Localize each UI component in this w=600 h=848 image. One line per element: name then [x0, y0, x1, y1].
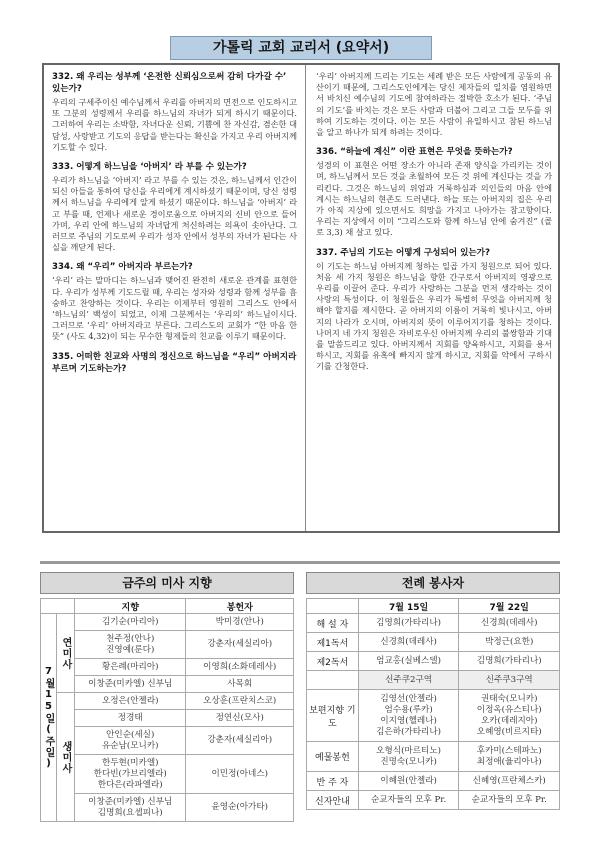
section-divider — [40, 561, 560, 564]
role-cell — [307, 671, 359, 690]
cell-text: 김명희(요셉피나) — [97, 807, 163, 818]
cell-text: 이영희(소화데레사) — [203, 661, 277, 672]
offerer-cell — [186, 710, 294, 727]
cell-text: 정연신(모사) — [215, 712, 264, 723]
cell-text: 한두현(미카엘) — [101, 757, 159, 768]
answer-335: ‘우리’ 아버지께 드리는 기도는 세례 받은 모든 사람에게 공동의 유산이기 때문에, 그리스도인에게는 당신 제자들의 일치를 염원하면서 바치신 예수님의 기도에 참여하라는 절박한 호소가 된다. ‘주님의 기도’를 바치는 것은 모든 사람과 더불어 그리고 그들 모두를 위하여 기도하는 것이다. 이는 모든 사람이 유일하시고 참된 하느님을 알고 하나가 되게 하려는 것이다. — [316, 71, 552, 138]
role-cell: 신자안내 — [307, 791, 359, 810]
mass-intention-banner: 금주의 미사 지향 — [40, 572, 294, 594]
mass-group-label-cell — [56, 693, 74, 822]
role-cell: 제2독서 — [307, 652, 359, 671]
cell-text: 엄교홍(실베스델) — [376, 655, 441, 666]
catechism-summary-box — [42, 63, 560, 533]
answer-336: 성경의 이 표현은 어떤 장소가 아니라 존재 양식을 가리키는 것이며, 하느님께서 모든 것을 초월하여 모든 것 위에 계신다는 것을 가리킨다. 그것은 하느님의 위엄과 거룩하심과 의인들의 마음 안에 계시는 하느님의 현존도 드러낸다. 하늘 또는 아버지의 집은 우리가 아직 지상에 있으면서도 희망을 가지고 나아가는 참고향이다. 우리는 지상에서 이미 “그리스도와 함께 하느님 안에 숨겨진” (콜로 3,3) 채 살고 있다. — [316, 160, 552, 238]
cell-text: 정경태 — [117, 712, 143, 723]
cell-text: 윤영순(아가타) — [211, 802, 268, 812]
table-row — [41, 710, 294, 727]
table-row — [307, 671, 560, 690]
table-row — [41, 693, 294, 710]
intention-cell — [74, 614, 186, 631]
table-row — [307, 690, 560, 742]
date2-cell — [459, 791, 560, 810]
date1-cell — [358, 772, 459, 791]
answer-333: 우리가 하느님을 ‘아버지’ 라고 부를 수 있는 것은, 하느님께서 인간이 되신 아들을 통하여 당신을 우리에게 계시하셨기 때문이며, 당신 성령께서 하느님을 우리에게 알게 하셨기 때문이다. 하느님을 ‘아버지’ 라고 부를 때, 언제나 새로운 경이로움으로 아버지의 신비 안으로 들어가며, 우리 안에 하느님의 자녀답게 처신하려는 의욕이 솟아난다. 그러므로 주님의 기도로써 우리가 성자 안에서 성부의 자녀가 된다는 사실을 깨닫게 된다. — [52, 175, 297, 253]
page-title: 가톨릭 교회 교리서 (요약서) — [170, 36, 432, 60]
catechism-left-column — [44, 65, 306, 531]
role-cell: 제1독서 — [307, 633, 359, 652]
role-cell: 예물봉헌 — [307, 742, 359, 772]
cell-text: 강춘자(세실리아) — [207, 639, 273, 649]
cell-text: 김명희(가타리나) — [476, 655, 542, 666]
date2-cell — [459, 742, 560, 772]
date2-cell — [459, 690, 560, 742]
cell-text: 오혜영(비르지타) — [476, 726, 542, 737]
cell-text: 엄수용(루카) — [384, 704, 433, 715]
cell-text: 강춘자(세실리아) — [207, 735, 273, 745]
intention-cell — [74, 631, 186, 659]
intention-cell — [74, 693, 186, 710]
question-335: 335. 어떠한 친교와 사명의 정신으로 하느님을 “우리” 아버지라 부르며 기도하는가? — [52, 351, 297, 374]
answer-332: 우리의 구세주이신 예수님께서 우리를 아버지의 면전으로 인도하시고 또 그분의 성령께서 우리를 하느님의 자녀가 되게 하시기 때문이다. 그러하여 우리는 소박함, 자녀다운 신뢰, 기쁨에 찬 자신감, 겸손한 대담성, 사랑받고 기도의 응답을 받는다는 확신을 가지고 우리 아버지께 기도할 수 있다. — [52, 97, 297, 152]
date2-cell — [459, 614, 560, 633]
role-cell: 해 설 자 — [307, 614, 359, 633]
mass-group-label: 생미사 — [59, 740, 71, 774]
table-row — [307, 772, 560, 791]
offerer-cell — [186, 693, 294, 710]
cell-text: 이정옥(유스티나) — [476, 704, 542, 715]
cell-text: 유순남(모니카) — [101, 740, 159, 751]
table-row — [41, 631, 294, 659]
answer-334: ‘우리’ 라는 말마디는 하느님과 맺어진 완전히 새로운 관계를 표현한다. 우리가 성부께 기도드릴 때, 우리는 성자와 성령과 함께 성부를 흠숭하고 찬양하는 것이다. 우리는 이제부터 영원히 그리스도 안에서 ‘하느님의’ 백성이 되었고, 이제 그분께서는 ‘우리의’ 하느님이시다. 그러므로 ‘우리’ 아버지라고 부른다. 그리스도의 교회가 “한 마음 한 뜻” (사도 4,32)이 되는 무수한 형제들의 친교를 이루기 때문이다. — [52, 275, 297, 342]
cell-text: 한다빈(가브리엘라) — [93, 768, 167, 779]
table-row — [307, 652, 560, 671]
mass-group-label: 연미사 — [59, 636, 71, 670]
question-333: 333. 어떻게 하느님을 ‘아버지’ 라 부를 수 있는가? — [52, 162, 247, 173]
offerer-header: 봉헌자 — [186, 599, 294, 614]
date1-cell — [358, 614, 459, 633]
intention-cell — [74, 727, 186, 755]
question-332: 332. 왜 우리는 성부께 ‘온전한 신뢰심으로써 감히 다가갈 수’ 있는가? — [52, 72, 287, 94]
table-row — [307, 614, 560, 633]
mass-intention-table — [40, 598, 294, 822]
cell-text: 오형식(마르티노) — [376, 745, 441, 756]
offerer-cell — [186, 631, 294, 659]
date1-cell — [358, 690, 459, 742]
cell-text: 진명숙(모니카) — [380, 756, 437, 767]
mass-date-cell — [41, 614, 57, 822]
table-row — [41, 755, 294, 794]
cell-text: 진영예(룬다) — [106, 644, 155, 655]
table-row — [41, 676, 294, 693]
date1-header: 7월 15일 — [358, 599, 459, 614]
intention-header: 지향 — [74, 599, 186, 614]
cell-text: 후카미(스테파노) — [476, 745, 542, 756]
cell-text: 김영선(안젤라) — [380, 693, 437, 704]
catechism-right-column — [306, 65, 560, 381]
cell-text: 신주쿠3구역 — [485, 674, 533, 685]
date1-cell — [358, 671, 459, 690]
date1-cell — [358, 633, 459, 652]
table-row — [41, 614, 294, 631]
liturgy-service-banner: 전례 봉사자 — [306, 572, 560, 594]
cell-text: 천주정(안나) — [106, 633, 155, 644]
cell-text: 한다은(라파엘라) — [97, 779, 163, 790]
offerer-cell — [186, 659, 294, 676]
offerer-cell — [186, 755, 294, 794]
intention-cell — [74, 794, 186, 822]
cell-text: 순교자들의 모후 Pr. — [370, 794, 447, 805]
role-cell: 보편지향 기 도 — [307, 690, 359, 742]
cell-text: 안인순(세실) — [106, 729, 155, 740]
date2-cell — [459, 671, 560, 690]
intention-cell — [74, 755, 186, 794]
cell-text: 최정애(율리아나) — [476, 756, 542, 767]
cell-text: 오정은(안젤라) — [101, 695, 159, 706]
cell-text: 신경희(데레사) — [480, 617, 538, 628]
date1-cell — [358, 791, 459, 810]
cell-text: 김은하(가타리나) — [376, 726, 441, 737]
blank-header — [41, 599, 75, 614]
table-row — [307, 791, 560, 810]
cell-text: 김기순(마리아) — [101, 616, 159, 627]
table-row — [41, 727, 294, 755]
cell-text: 박정근(요한) — [485, 636, 534, 647]
cell-text: 이지영(헬레나) — [380, 715, 437, 726]
question-334: 334. 왜 “우리” 아버지라 부르는가? — [52, 262, 193, 273]
cell-text: 순교자들의 모후 Pr. — [471, 794, 547, 805]
date1-cell — [358, 652, 459, 671]
cell-text: 신경희(데레사) — [380, 636, 437, 647]
question-336: 336. “하늘에 계신” 이란 표현은 무엇을 뜻하는가? — [316, 147, 513, 158]
date2-cell — [459, 633, 560, 652]
cell-text: 신주쿠2구역 — [385, 674, 433, 685]
cell-text: 김명희(가타리나) — [376, 617, 441, 628]
cell-text: 권태숙(모니카) — [480, 693, 538, 704]
cell-text: 오카(데레지아) — [480, 715, 538, 726]
date2-cell — [459, 652, 560, 671]
cell-text: 박미경(안나) — [215, 616, 264, 627]
question-337: 337. 주님의 기도는 어떻게 구성되어 있는가? — [316, 247, 490, 258]
offerer-cell — [186, 614, 294, 631]
date2-header: 7월 22일 — [459, 599, 560, 614]
cell-text: 사목회 — [227, 678, 253, 689]
cell-text: 신혜영(프란체스카) — [472, 775, 546, 786]
date2-cell — [459, 772, 560, 791]
role-header — [307, 599, 359, 614]
mass-date: 7월15일(주일) — [42, 665, 54, 770]
cell-text: 오상훈(프란치스코) — [203, 695, 277, 706]
offerer-cell — [186, 727, 294, 755]
offerer-cell — [186, 676, 294, 693]
cell-text: 이창준(미카엘) 신부님 — [88, 796, 173, 807]
table-row — [41, 794, 294, 822]
table-row — [41, 659, 294, 676]
mass-group-label-cell — [56, 614, 74, 693]
offerer-cell — [186, 794, 294, 822]
cell-text: 이창준(미카엘) 신부님 — [88, 678, 173, 689]
intention-cell — [74, 710, 186, 727]
table-row — [307, 633, 560, 652]
cell-text: 이혜원(안젤라) — [380, 775, 437, 786]
liturgy-service-table — [306, 598, 560, 810]
intention-cell — [74, 676, 186, 693]
intention-cell — [74, 659, 186, 676]
table-row — [307, 742, 560, 772]
date1-cell — [358, 742, 459, 772]
cell-text: 황은례(마리아) — [101, 661, 159, 672]
cell-text: 이민정(아네스) — [211, 768, 268, 779]
role-cell: 반 주 자 — [307, 772, 359, 791]
answer-337: 이 기도는 하느님 아버지께 청하는 일곱 가지 청원으로 되어 있다. 처음 세 가지 청원은 하느님을 향한 간구로서 아버지의 영광으로 우리를 이끌어 준다. 우리가 사랑하는 그분을 먼저 생각하는 것이 사랑의 특성이다. 이 청원들은 우리가 특별히 무엇을 아버지께 청해야 할지를 제시한다. 곧 아버지의 이름이 거룩히 빛나시고, 아버지의 나라가 오시며, 아버지의 뜻이 이루어지기를 청하는 것이다. 나머지 네 가지 청원은 자비로우신 아버지께 우리의 불쌍함과 기대를 말씀드리고 있다. 아버지께서 지회를 양육하시고, 지회를 용서하시고, 지회를 유혹에 빠지지 않게 하시고, 지회를 악에서 구하시기를 간청한다. — [316, 260, 552, 372]
